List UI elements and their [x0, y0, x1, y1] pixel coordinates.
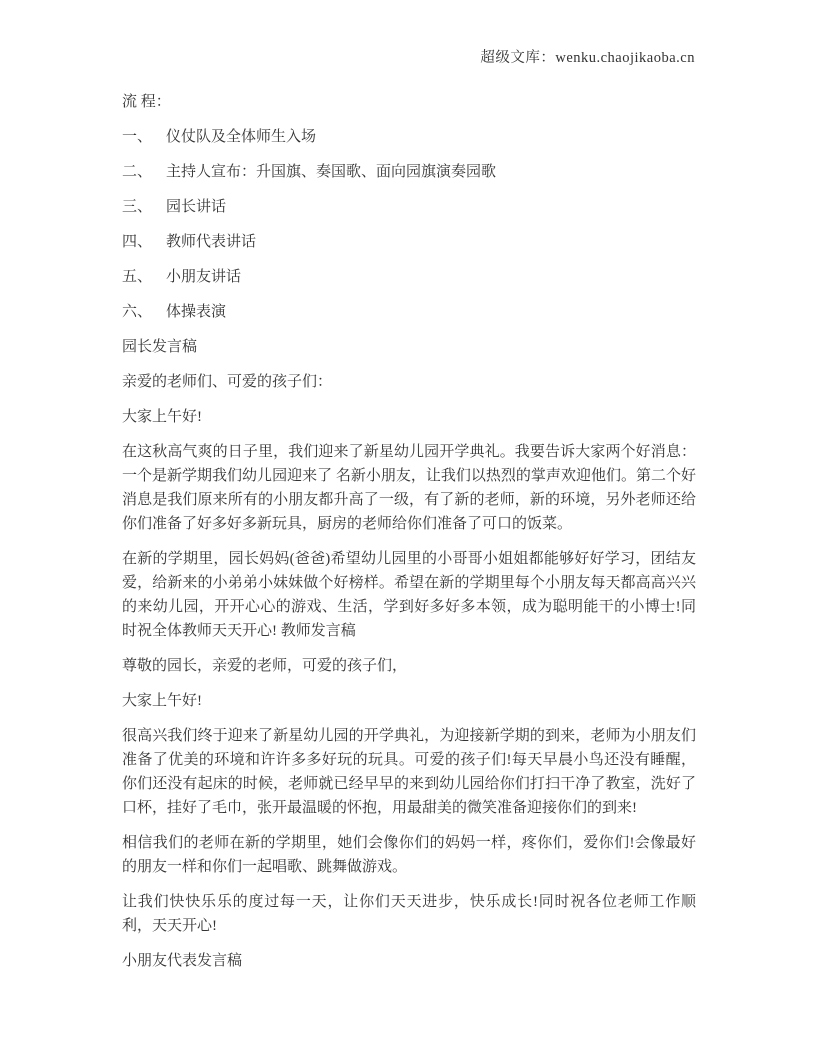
- principal-speech-title: 园长发言稿: [122, 339, 198, 355]
- process-heading: 流 程：: [122, 94, 171, 110]
- agenda-item-3: [122, 195, 696, 219]
- teacher-paragraph-2: 相信我们的老师在新的学期里，她们会像你们的妈妈一样，疼你们，爱你们!会像最好的朋友一样和你们一起唱歌、跳舞做游戏。: [122, 835, 696, 875]
- agenda-number: 二、: [122, 164, 153, 180]
- agenda-text: 主持人宣布：升国旗、奏国歌、面向园旗演奏园歌: [166, 164, 497, 180]
- teacher-paragraph-1: 很高兴我们终于迎来了新星幼儿园的开学典礼，为迎接新学期的到来，老师为小朋友们准备了优美的环境和许许多多好玩的玩具。可爱的孩子们!每天早晨小鸟还没有睡醒，你们还没有起床的时候，老师就已经早早的来到幼儿园给你们打扫干净了教室，洗好了口杯，挂好了毛巾，张开最温暖的怀抱，用最甜美的微笑准备迎接你们的到来!: [122, 728, 696, 816]
- agenda-item-1: [122, 125, 696, 149]
- principal-paragraph-1: 在这秋高气爽的日子里，我们迎来了新星幼儿园开学典礼。我要告诉大家两个好消息：一个是新学期我们幼儿园迎来了 名新小朋友，让我们以热烈的掌声欢迎他们。第二个好消息是我们原来所有的小朋友都升高了一级，有了新的老师，新的环境，另外老师还给你们准备了好多好多新玩具，厨房的老师给你们准备了可口的饭菜。: [122, 444, 696, 532]
- principal-salutation: 亲爱的老师们、可爱的孩子们：: [122, 374, 333, 390]
- agenda-item-4: [122, 230, 696, 254]
- agenda-text: 园长讲话: [166, 199, 227, 215]
- principal-paragraph-2: 在新的学期里，园长妈妈(爸爸)希望幼儿园里的小哥哥小姐姐都能够好好学习，团结友爱，给新来的小弟弟小妹妹做个好榜样。希望在新的学期里每个小朋友每天都高高兴兴的来幼儿园，开开心心的游戏、生活，学到好多好多本领，成为聪明能干的小博士!同时祝全体教师天天开心! 教师发言稿: [122, 551, 696, 639]
- agenda-text: 小朋友讲话: [166, 269, 242, 285]
- teacher-salutation: 尊敬的园长，亲爱的老师，可爱的孩子们，: [122, 658, 408, 674]
- agenda-number: 一、: [122, 129, 153, 145]
- agenda-text: 教师代表讲话: [166, 234, 257, 250]
- principal-greeting: 大家上午好!: [122, 409, 202, 425]
- agenda-item-6: [122, 300, 696, 324]
- agenda-text: 仪仗队及全体师生入场: [166, 129, 317, 145]
- agenda-item-5: [122, 265, 696, 289]
- teacher-greeting: 大家上午好!: [122, 693, 202, 709]
- document-body: [122, 90, 696, 984]
- site-watermark: 超级文库：wenku.chaojikaoba.cn: [480, 50, 695, 66]
- agenda-number: 三、: [122, 199, 153, 215]
- agenda-number: 五、: [122, 269, 153, 285]
- agenda-number: 四、: [122, 234, 153, 250]
- child-speech-title: 小朋友代表发言稿: [122, 953, 243, 969]
- agenda-text: 体操表演: [166, 304, 227, 320]
- agenda-number: 六、: [122, 304, 153, 320]
- teacher-paragraph-3: 让我们快快乐乐的度过每一天，让你们天天进步，快乐成长!同时祝各位老师工作顺利，天天开心!: [122, 894, 696, 934]
- agenda-item-2: [122, 160, 696, 184]
- page-header: [0, 46, 695, 67]
